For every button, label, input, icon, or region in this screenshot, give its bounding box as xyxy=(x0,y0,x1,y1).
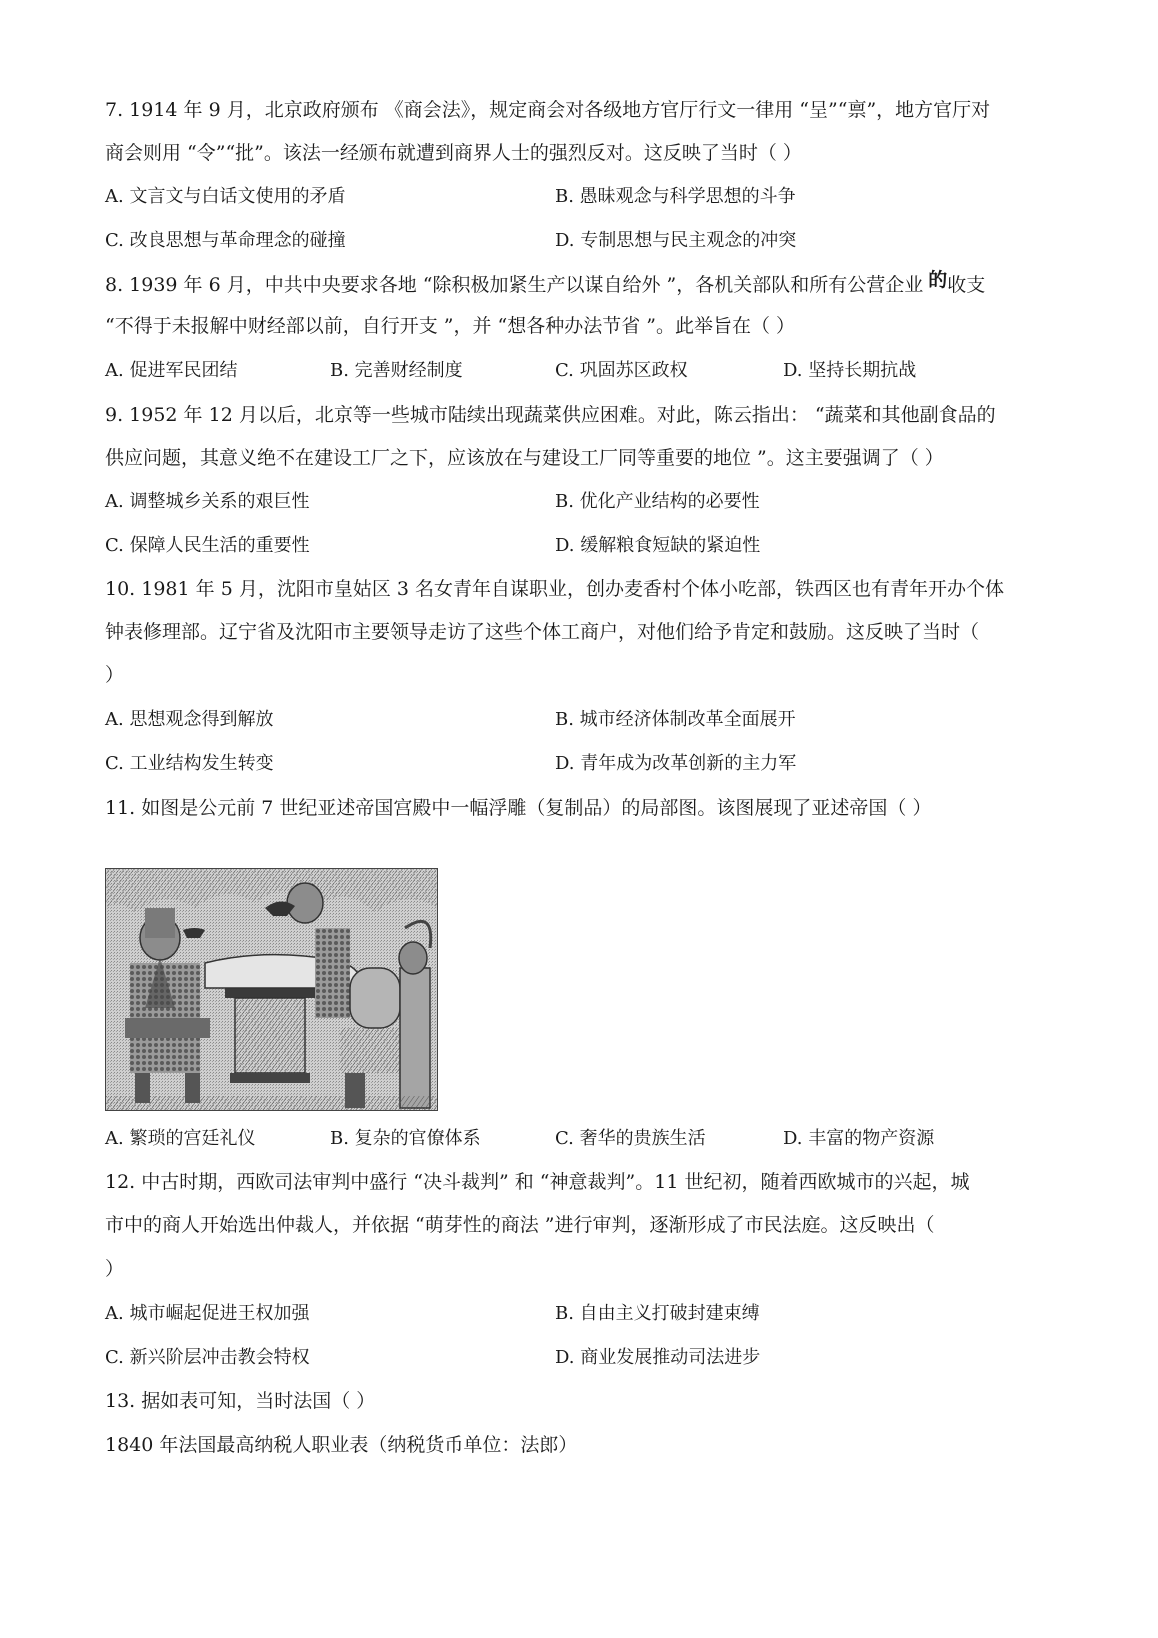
q10-stem-line3: ） xyxy=(105,664,125,686)
q10-option-b: B. 城市经济体制改革全面展开 xyxy=(555,709,796,730)
q10-stem-line1: 10. 1981 年 5 月，沈阳市皇姑区 3 名女青年自谋职业，创办麦香村个体小吃部，铁西区也有青年开办个体 xyxy=(105,578,1004,600)
q12-option-d: D. 商业发展推动司法进步 xyxy=(555,1347,761,1368)
q12-option-a: A. 城市崛起促进王权加强 xyxy=(105,1303,310,1324)
q7-option-d: D. 专制思想与民主观念的冲突 xyxy=(555,230,797,251)
q9-option-c: C. 保障人民生活的重要性 xyxy=(105,535,310,556)
q11-option-d: D. 丰富的物产资源 xyxy=(783,1128,935,1149)
q8-stem-line1-tail: 收支 xyxy=(947,274,986,296)
q10-option-a: A. 思想观念得到解放 xyxy=(105,709,274,730)
q7-option-b: B. 愚昧观念与科学思想的斗争 xyxy=(555,186,796,207)
assyrian-relief-image xyxy=(105,868,438,1111)
q12-stem-line3: ） xyxy=(105,1258,125,1280)
q12-option-c: C. 新兴阶层冲击教会特权 xyxy=(105,1347,310,1368)
q8-option-b: B. 完善财经制度 xyxy=(330,360,463,381)
q10-option-d: D. 青年成为改革创新的主力军 xyxy=(555,753,797,774)
q8-stem-line1-text: 8. 1939 年 6 月，中共中央要求各地 “除积极加紧生产以谋自给外 ”，各机关部队和所有公营企业 xyxy=(105,274,924,296)
q8-option-c: C. 巩固苏区政权 xyxy=(555,360,688,381)
q8-option-a: A. 促进军民团结 xyxy=(105,360,238,381)
q11-stem-line1: 11. 如图是公元前 7 世纪亚述帝国宫殿中一幅浮雕（复制品）的局部图。该图展现了亚述帝国（ ） xyxy=(105,797,932,819)
q8-stem-line2: “不得于未报解中财经部以前，自行开支 ”，并 “想各种办法节省 ”。此举旨在（ ） xyxy=(105,315,796,337)
q12-stem-line2: 市中的商人开始选出仲裁人，并依据 “萌芽性的商法 ”进行审判，逐渐形成了市民法庭。这反映出（ xyxy=(105,1214,935,1236)
q9-stem-line1: 9. 1952 年 12 月以后，北京等一些城市陆续出现蔬菜供应困难。对此，陈云指出： “蔬菜和其他副食品的 xyxy=(105,404,996,426)
q7-option-a: A. 文言文与白话文使用的矛盾 xyxy=(105,186,346,207)
q11-option-c: C. 奢华的贵族生活 xyxy=(555,1128,706,1149)
q7-option-c: C. 改良思想与革命理念的碰撞 xyxy=(105,230,346,251)
q11-option-b: B. 复杂的官僚体系 xyxy=(330,1128,481,1149)
q8-stem-line1 xyxy=(105,269,986,297)
q10-stem-line2: 钟表修理部。辽宁省及沈阳市主要领导走访了这些个体工商户，对他们给予肯定和鼓励。这反映了当时（ xyxy=(105,621,980,643)
q12-stem-line1: 12. 中古时期，西欧司法审判中盛行 “决斗裁判” 和 “神意裁判”。11 世纪初，随着西欧城市的兴起，城 xyxy=(105,1171,970,1193)
q9-stem-line2: 供应问题，其意义绝不在建设工厂之下，应该放在与建设工厂同等重要的地位 ”。这主要强调了（ ） xyxy=(105,447,944,469)
q7-stem-line1: 7. 1914 年 9 月，北京政府颁布 《商会法》，规定商会对各级地方官厅行文一律用 “呈”“禀”，地方官厅对 xyxy=(105,99,991,121)
q8-option-d: D. 坚持长期抗战 xyxy=(783,360,917,381)
q9-option-d: D. 缓解粮食短缺的紧迫性 xyxy=(555,535,761,556)
q13-table-caption: 1840 年法国最高纳税人职业表（纳税货币单位：法郎） xyxy=(105,1434,578,1456)
q13-stem-line1: 13. 据如表可知，当时法国（ ） xyxy=(105,1390,376,1412)
q9-option-b: B. 优化产业结构的必要性 xyxy=(555,491,760,512)
q9-option-a: A. 调整城乡关系的艰巨性 xyxy=(105,491,310,512)
q8-stem-line1-de: 的 xyxy=(928,269,948,291)
q10-option-c: C. 工业结构发生转变 xyxy=(105,753,274,774)
q7-stem-line2: 商会则用 “令”“批”。该法一经颁布就遭到商界人士的强烈反对。这反映了当时（ ） xyxy=(105,142,802,164)
q11-option-a: A. 繁琐的宫廷礼仪 xyxy=(105,1128,256,1149)
q12-option-b: B. 自由主义打破封建束缚 xyxy=(555,1303,760,1324)
